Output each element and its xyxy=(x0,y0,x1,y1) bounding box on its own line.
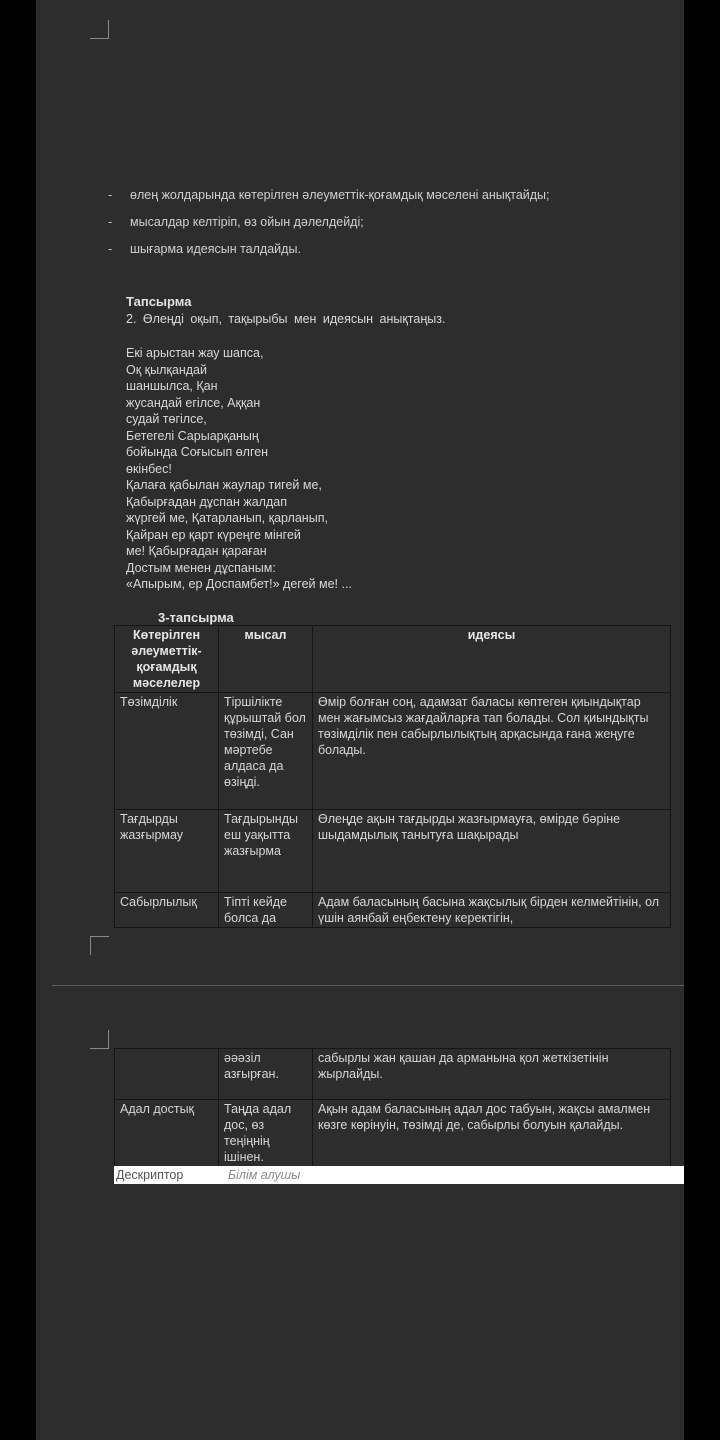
table-row xyxy=(115,1100,671,1167)
table-cell: сабырлы жан қашан да арманына қол жеткізетінін жырлайды. xyxy=(313,1049,671,1100)
table-cell: Ақын адам баласының адал дос табуын, жақсы амалмен көзге көрінуін, төзімді де, сабырлы болуын қалайды. xyxy=(313,1100,671,1167)
descriptor-value: Білім алушы xyxy=(228,1168,301,1182)
poem-text xyxy=(126,345,426,593)
table-cell: Тағдырды жазғырмау xyxy=(115,810,219,893)
descriptor-label: Дескриптор xyxy=(116,1168,184,1182)
page-break-line xyxy=(52,985,684,986)
poem-line: Достым менен дұспаным: xyxy=(126,560,276,575)
table-cell xyxy=(115,1049,219,1100)
page-corner-mark xyxy=(90,20,109,39)
table-heading: 3-тапсырма xyxy=(158,610,234,625)
descriptor-row xyxy=(114,1166,684,1184)
objectives-list xyxy=(108,188,668,269)
poem-line: судай төгілсе, xyxy=(126,412,207,426)
list-item: - мысалдар келтіріп, өз ойын дәлелдейді; xyxy=(108,215,364,229)
poem-line: өкінбес! xyxy=(126,461,172,476)
table-header-row xyxy=(115,626,671,693)
poem-line: Бетегелі Сарыарқаның xyxy=(126,428,259,443)
table-row xyxy=(115,893,671,928)
table-row xyxy=(115,1049,671,1100)
poem-line: Оқ қылқандай xyxy=(126,362,207,377)
table-row xyxy=(115,693,671,810)
poem-line: Қалаға қабылан жаулар тигей ме, xyxy=(126,478,322,492)
list-item: - шығарма идеясын талдайды. xyxy=(108,242,301,256)
table-cell: Төзімділік xyxy=(115,693,219,810)
poem-line: бойында Соғысып өлген xyxy=(126,445,269,459)
analysis-table-continued xyxy=(114,1048,671,1167)
header-cell: идеясы xyxy=(313,626,671,693)
task-heading: Тапсырма xyxy=(126,294,192,309)
table-cell: Өлеңде ақын тағдырды жазғырмауға, өмірде бәріне шыдамдылық танытуға шақырады xyxy=(313,810,671,893)
table-cell: Адал достық xyxy=(115,1100,219,1167)
poem-line: Екі арыстан жау шапса, xyxy=(126,346,264,360)
page-corner-mark xyxy=(90,936,109,955)
poem-line: жусандай егілсе, Аққан xyxy=(126,395,261,410)
page-corner-mark xyxy=(90,1030,109,1049)
poem-line: жүргей ме, Қатарланып, қарланып, xyxy=(126,511,328,525)
table-row xyxy=(115,810,671,893)
header-cell: мысал xyxy=(219,626,313,693)
poem-line: ме! Қабырғадан қараған xyxy=(126,544,267,558)
poem-line: шаншылса, Қан xyxy=(126,379,218,393)
table-cell: Тағдырынды еш уақытта жазғырма xyxy=(219,810,313,893)
poem-line: Қабырғадан дұспан жалдап xyxy=(126,494,287,509)
table-cell: Өмір болған соң, адамзат баласы көптеген қиындықтар мен жағымсыз жағдайларға тап болады. Сол қиындықты төзімділік пен сабырлылықтың арқасында ғана жеңуге болады. xyxy=(313,693,671,810)
table-cell: Сабырлылық xyxy=(115,893,219,928)
table-cell: Тіпті кейде болса да xyxy=(219,893,313,928)
table-cell: әәәзіл азғырған. xyxy=(219,1049,313,1100)
poem-line: Қайран ер қарт күреңге мінгей xyxy=(126,527,301,542)
analysis-table xyxy=(114,625,671,928)
poem-line: «Апырым, ер Доспамбет!» дегей ме! ... xyxy=(126,577,352,591)
list-item: - өлең жолдарында көтерілген әлеуметтік-қоғамдық мәселені анықтайды; xyxy=(108,188,550,202)
header-cell: Көтерілген әлеуметтік-қоғамдық мәселелер xyxy=(115,626,219,693)
table-cell: Таңда адал дос, өз теңіңнің ішінен. xyxy=(219,1100,313,1167)
table-cell: Тіршілікте құрыштай бол төзімді, Сан мәртебе алдаса да өзіңді. xyxy=(219,693,313,810)
table-cell: Адам баласының басына жақсылық бірден келмейтінін, ол үшін аянбай еңбектену керектігін, xyxy=(313,893,671,928)
task-instruction: 2. Өлеңді оқып, тақырыбы мен идеясын анықтаңыз. xyxy=(126,312,446,326)
